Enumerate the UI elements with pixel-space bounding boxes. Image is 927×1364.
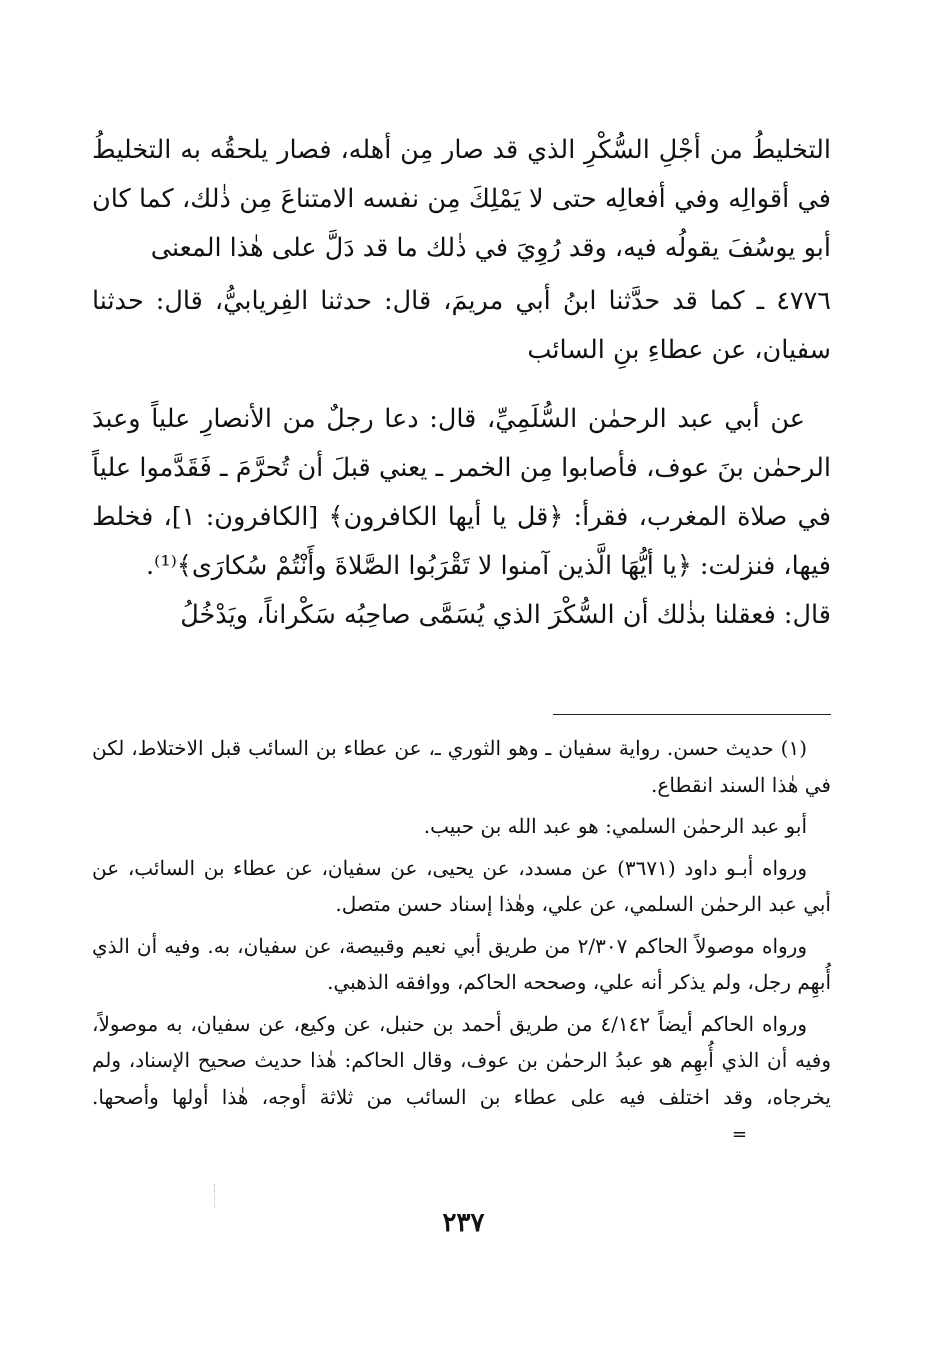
footnotes [92, 730, 831, 1159]
footnote-hakim-1: ورواه موصولاً الحاكم ٢/٣٠٧ من طريق أبي نعيم وقبيصة، عن سفيان، به. وفيه أن الذي أُبهِم رجل، ولم يذكر أنه علي، وصححه الحاكم، ووافقه الذهبي. [92, 933, 831, 994]
paragraph-intro: التخليطُ من أجْلِ السُّكْرِ الذي قد صار مِن أهله، فصار يلحقُه به التخليطُ في أقوالِه وفي أفعالِه حتى لا يَمْلِكَ مِن نفسه الامتناعَ مِن ذٰلك، كما كان أبو يوسُفَ يقولُه فيه، وقد رُوِيَ في ذٰلك ما قد دَلَّ على هٰذا المعنى [92, 135, 831, 263]
footnote-narrator-note: أبو عبد الرحمٰن السلمي: هو عبد الله بن حبيب. [423, 814, 807, 838]
footnote-1: (١) حديث حسن. رواية سفيان ـ وهو الثوري ـ، عن عطاء بن السائب قبل الاختلاط، لكن في هٰذا السند انقطاع. [92, 736, 831, 797]
footnote-hakim-2-text: ورواه الحاكم أيضاً ٤/١٤٢ من طريق أحمد بن حنبل، عن وكيع، عن سفيان، به موصولاً، وفيه أن الذي أُبهِم هو عبدُ الرحمٰن بن عوف، وقال الحاكم: هٰذا حديث صحيح الإسناد، ولم يخرجاه، وقد اختلف فيه على عطاء بن السائب من ثلاثة أوجه، هٰذا أولها وأصحها. [92, 1011, 831, 1109]
footnote-abu-dawud: ورواه أبـو داود (٣٦٧١) عن مسدد، عن يحيى، عن سفيان، عن عطاء بن السائب، عن أبي عبد الرحمٰن السلمي، عن علي، وهٰذا إسناد حسن متصل. [92, 855, 831, 916]
hadith-isnad: ٤٧٧٦ ـ كما قد حدَّثنا ابنُ أبي مريمَ، قال: حدثنا الفِريابيُّ، قال: حدثنا سفيان، عن عطاءِ بنِ السائب [92, 286, 831, 365]
continued-mark: = [731, 1124, 747, 1145]
footnote-hakim-2 [92, 1006, 831, 1154]
main-text [92, 126, 831, 640]
paragraph-conclusion: قال: فعقلنا بذٰلك أن السُّكْرَ الذي يُسَمَّى صاحِبُه سَكْراناً، ويَدْخُلُ [180, 600, 831, 630]
hadith-matn: عن أبي عبد الرحمٰن السُّلَمِيِّ، قال: دعا رجلٌ من الأنصارِ علياً وعبدَ الرحمٰن بنَ عوف، فأصابوا مِن الخمر ـ يعني قبلَ أن تُحرَّمَ ـ فَقَدَّموا علياً في صلاة المغرب، فقرأ: ﴿قل يا أيها الكافرون﴾ [الكافرون: ١]، فخلط فيها، فنزلت: ﴿يا أيُّهَا الَّذين آمنوا لا تَقْرَبُوا الصَّلاةَ وأَنْتُمْ سُكارَى﴾⁽¹⁾. [92, 404, 832, 581]
page-number: ٢٣٧ [442, 1208, 485, 1238]
scan-artifact [214, 1184, 216, 1208]
footnote-separator [553, 714, 831, 715]
